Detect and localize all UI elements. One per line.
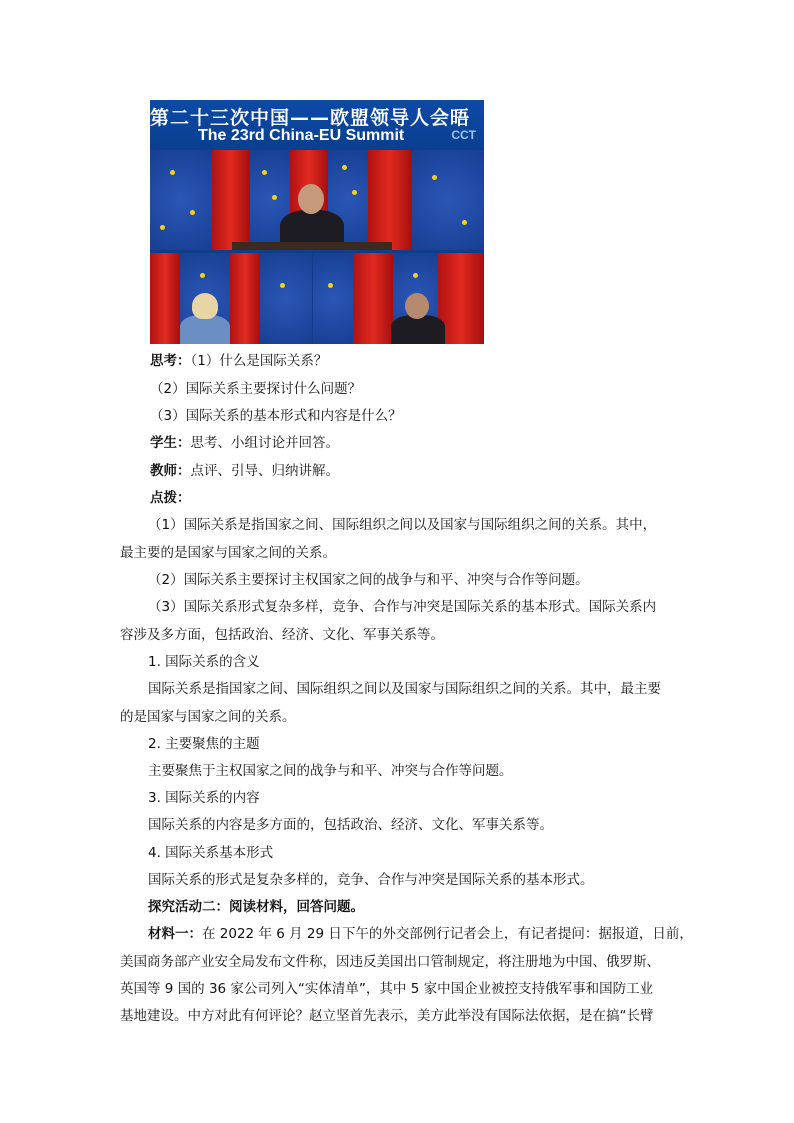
paragraph-1-line-b: 的是国家与国家之间的关系。 (120, 709, 296, 725)
material-1-text-a: 在 2022 年 6 月 29 日下午的外交部例行记者会上，有记者提问：据报道，日前， (202, 926, 693, 942)
think-label: 思考： (150, 353, 191, 369)
paragraph-4: 国际关系的形式是复杂多样的，竞争、合作与冲突是国际关系的基本形式。 (148, 872, 594, 888)
tip-3-line-b: 容涉及多方面，包括政治、经济、文化、军事关系等。 (120, 627, 444, 643)
material-1-label: 材料一： (148, 926, 202, 942)
question-3: （3）国际关系的基本形式和内容是什么？ (150, 408, 402, 424)
photo-side-left (150, 150, 212, 250)
question-1: （1）什么是国际关系？ (190, 353, 328, 369)
think-line (150, 352, 327, 370)
tip-label: 点拨： (150, 490, 191, 506)
photo-title-en: The 23rd China-EU Summit (198, 127, 405, 144)
photo-panel-right (313, 253, 484, 344)
student-text: 思考、小组讨论并回答。 (190, 435, 339, 451)
material-1-line-a (148, 925, 693, 943)
photo-panel-left (150, 253, 312, 344)
material-1-line-b: 美国商务部产业安全局发布文件称，因违反美国出口管制规定，将注册地为中国、俄罗斯、 (120, 954, 660, 970)
tip-2: （2）国际关系主要探讨主权国家之间的战争与和平、冲突与合作等问题。 (148, 572, 589, 588)
heading-3: 3. 国际关系的内容 (148, 790, 260, 806)
photo-side-right (412, 150, 484, 250)
teacher-label: 教师： (150, 463, 191, 479)
paragraph-1-line-a: 国际关系是指国家之间、国际组织之间以及国家与国际组织之间的关系。其中，最主要 (148, 681, 661, 697)
tip-3-line-a: （3）国际关系形式复杂多样，竞争、合作与冲突是国际关系的基本形式。国际关系内 (148, 599, 657, 615)
photo-title-cn: 第二十三次中国——欧盟领导人会晤 (150, 107, 471, 129)
photo-panel-premier (212, 150, 412, 250)
photo-banner (150, 100, 484, 150)
material-1-line-c: 英国等 9 国的 36 家公司列入“实体清单”，其中 5 家中国企业被控支持俄军事和国防工业 (120, 981, 654, 997)
summit-photo (150, 100, 484, 344)
paragraph-2: 主要聚焦于主权国家之间的战争与和平、冲突与合作等问题。 (148, 763, 513, 779)
channel-logo: CCT (451, 128, 476, 142)
paragraph-3: 国际关系的内容是多方面的，包括政治、经济、文化、军事关系等。 (148, 817, 553, 833)
student-line (150, 434, 339, 452)
question-2: （2）国际关系主要探讨什么问题？ (150, 381, 362, 397)
teacher-line (150, 462, 339, 480)
student-label: 学生： (150, 435, 191, 451)
material-1-line-d: 基地建设。中方对此有何评论？赵立坚首先表示，美方此举没有国际法依据，是在搞“长臂 (120, 1008, 654, 1024)
tip-1-line-b: 最主要的是国家与国家之间的关系。 (120, 545, 336, 561)
heading-1: 1. 国际关系的含义 (148, 654, 260, 670)
heading-2: 2. 主要聚焦的主题 (148, 736, 260, 752)
heading-4: 4. 国际关系基本形式 (148, 845, 274, 861)
activity-2-heading: 探究活动二：阅读材料，回答问题。 (148, 899, 364, 915)
teacher-text: 点评、引导、归纳讲解。 (190, 463, 339, 479)
tip-1-line-a: （1）国际关系是指国家之间、国际组织之间以及国家与国际组织之间的关系。其中， (148, 517, 657, 533)
